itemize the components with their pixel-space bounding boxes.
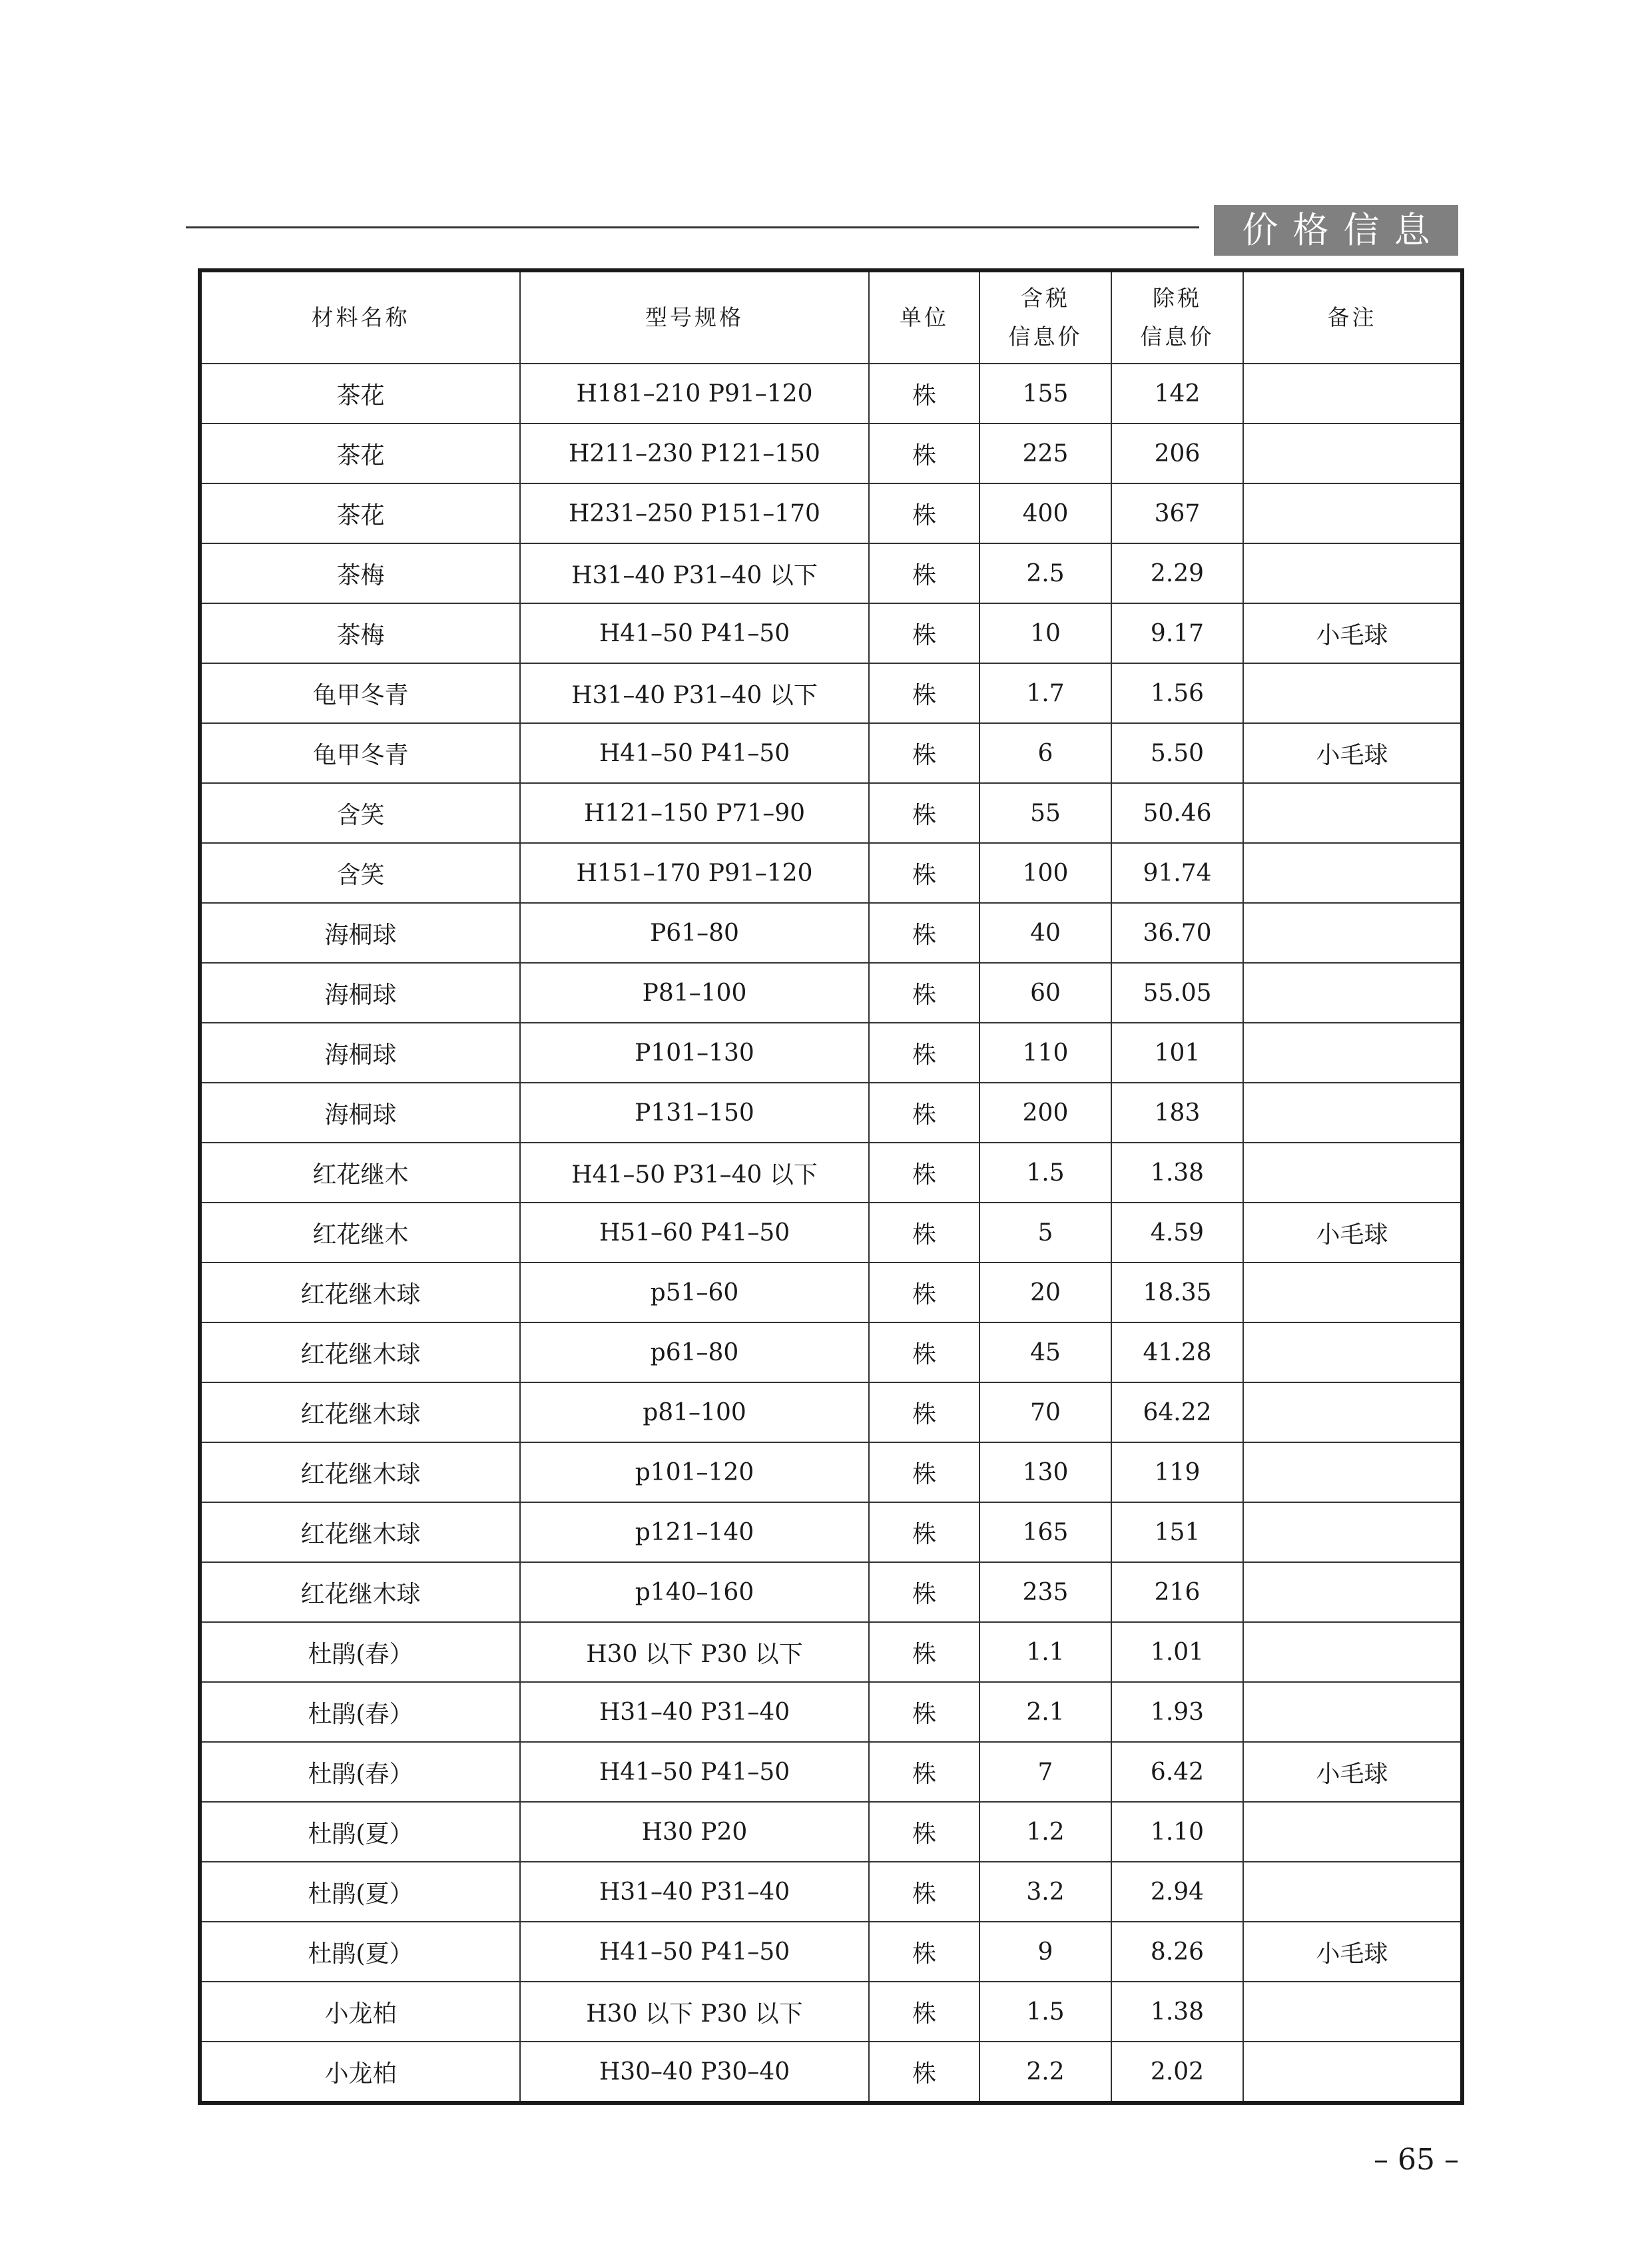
cell-unit: 株 xyxy=(869,1562,979,1622)
table-row xyxy=(200,1382,1462,1442)
cell-material-name: 小龙柏 xyxy=(200,2042,520,2103)
cell-spec: p81–100 xyxy=(520,1382,869,1442)
cell-spec: H181–210 P91–120 xyxy=(520,364,869,423)
cell-spec: p121–140 xyxy=(520,1502,869,1562)
cell-remark xyxy=(1243,1322,1462,1382)
cell-tax-excluded-price: 64.22 xyxy=(1111,1382,1243,1442)
cell-unit: 株 xyxy=(869,1263,979,1322)
table-row xyxy=(200,723,1462,783)
table-row xyxy=(200,543,1462,603)
cell-spec: p51–60 xyxy=(520,1263,869,1322)
cell-unit: 株 xyxy=(869,843,979,903)
table-row xyxy=(200,1143,1462,1203)
cell-remark: 小毛球 xyxy=(1243,1742,1462,1802)
cell-tax-excluded-price: 151 xyxy=(1111,1502,1243,1562)
cell-spec: p61–80 xyxy=(520,1322,869,1382)
table-row xyxy=(200,1263,1462,1322)
header-tax-included-price xyxy=(979,270,1111,364)
table-row xyxy=(200,603,1462,663)
cell-material-name: 红花继木球 xyxy=(200,1322,520,1382)
cell-spec: P101–130 xyxy=(520,1023,869,1083)
cell-tax-excluded-price: 1.38 xyxy=(1111,1143,1243,1203)
cell-tax-included-price: 1.5 xyxy=(979,1143,1111,1203)
cell-tax-excluded-price: 142 xyxy=(1111,364,1243,423)
cell-unit: 株 xyxy=(869,1023,979,1083)
cell-material-name: 茶花 xyxy=(200,483,520,543)
cell-unit: 株 xyxy=(869,783,979,843)
header-tax-excluded-line1: 除税 xyxy=(1153,285,1202,311)
cell-material-name: 杜鹃(春） xyxy=(200,1682,520,1742)
cell-remark xyxy=(1243,364,1462,423)
header-remark: 备注 xyxy=(1243,270,1462,364)
cell-spec: H30 以下 P30 以下 xyxy=(520,1982,869,2042)
cell-unit: 株 xyxy=(869,1502,979,1562)
cell-tax-excluded-price: 6.42 xyxy=(1111,1742,1243,1802)
table-row xyxy=(200,1622,1462,1682)
cell-tax-included-price: 40 xyxy=(979,903,1111,963)
cell-tax-excluded-price: 1.93 xyxy=(1111,1682,1243,1742)
cell-remark: 小毛球 xyxy=(1243,1203,1462,1263)
cell-spec: P61–80 xyxy=(520,903,869,963)
cell-spec: H31–40 P31–40 以下 xyxy=(520,663,869,723)
cell-spec: H31–40 P31–40 以下 xyxy=(520,543,869,603)
cell-tax-excluded-price: 41.28 xyxy=(1111,1322,1243,1382)
table-row xyxy=(200,1682,1462,1742)
table-row xyxy=(200,963,1462,1023)
cell-spec: p101–120 xyxy=(520,1442,869,1502)
table-row xyxy=(200,903,1462,963)
cell-tax-excluded-price: 2.02 xyxy=(1111,2042,1243,2103)
cell-tax-included-price: 5 xyxy=(979,1203,1111,1263)
cell-spec: H31–40 P31–40 xyxy=(520,1862,869,1922)
table-row xyxy=(200,1023,1462,1083)
page-number: – 65 – xyxy=(1374,2143,1459,2177)
cell-tax-included-price: 165 xyxy=(979,1502,1111,1562)
cell-unit: 株 xyxy=(869,2042,979,2103)
cell-unit: 株 xyxy=(869,543,979,603)
cell-material-name: 小龙柏 xyxy=(200,1982,520,2042)
cell-tax-included-price: 2.5 xyxy=(979,543,1111,603)
cell-material-name: 红花继木球 xyxy=(200,1382,520,1442)
cell-spec: H51–60 P41–50 xyxy=(520,1203,869,1263)
cell-remark xyxy=(1243,1982,1462,2042)
cell-material-name: 茶梅 xyxy=(200,603,520,663)
cell-tax-excluded-price: 206 xyxy=(1111,423,1243,483)
cell-unit: 株 xyxy=(869,603,979,663)
cell-tax-excluded-price: 1.38 xyxy=(1111,1982,1243,2042)
cell-material-name: 杜鹃(夏） xyxy=(200,1922,520,1982)
cell-spec: H41–50 P41–50 xyxy=(520,603,869,663)
cell-remark xyxy=(1243,663,1462,723)
cell-tax-included-price: 225 xyxy=(979,423,1111,483)
cell-material-name: 红花继木球 xyxy=(200,1502,520,1562)
cell-material-name: 龟甲冬青 xyxy=(200,723,520,783)
cell-tax-included-price: 7 xyxy=(979,1742,1111,1802)
cell-material-name: 红花继木 xyxy=(200,1203,520,1263)
cell-unit: 株 xyxy=(869,903,979,963)
cell-tax-excluded-price: 4.59 xyxy=(1111,1203,1243,1263)
cell-tax-included-price: 3.2 xyxy=(979,1862,1111,1922)
cell-tax-excluded-price: 216 xyxy=(1111,1562,1243,1622)
table-row xyxy=(200,483,1462,543)
table-row xyxy=(200,1862,1462,1922)
cell-unit: 株 xyxy=(869,1322,979,1382)
cell-tax-included-price: 100 xyxy=(979,843,1111,903)
cell-tax-included-price: 400 xyxy=(979,483,1111,543)
cell-spec: H151–170 P91–120 xyxy=(520,843,869,903)
cell-unit: 株 xyxy=(869,364,979,423)
cell-tax-excluded-price: 2.29 xyxy=(1111,543,1243,603)
cell-remark xyxy=(1243,843,1462,903)
header-unit: 单位 xyxy=(869,270,979,364)
cell-unit: 株 xyxy=(869,963,979,1023)
cell-tax-included-price: 20 xyxy=(979,1263,1111,1322)
cell-material-name: 海桐球 xyxy=(200,903,520,963)
table-row xyxy=(200,1982,1462,2042)
cell-material-name: 红花继木球 xyxy=(200,1263,520,1322)
cell-remark xyxy=(1243,1622,1462,1682)
table-row xyxy=(200,783,1462,843)
cell-spec: H30 P20 xyxy=(520,1802,869,1862)
cell-remark: 小毛球 xyxy=(1243,603,1462,663)
cell-remark xyxy=(1243,2042,1462,2103)
cell-remark xyxy=(1243,543,1462,603)
cell-tax-included-price: 130 xyxy=(979,1442,1111,1502)
table-row xyxy=(200,1442,1462,1502)
table-row xyxy=(200,1083,1462,1143)
cell-material-name: 茶花 xyxy=(200,364,520,423)
cell-unit: 株 xyxy=(869,1682,979,1742)
cell-remark xyxy=(1243,1263,1462,1322)
cell-tax-excluded-price: 55.05 xyxy=(1111,963,1243,1023)
cell-tax-included-price: 9 xyxy=(979,1922,1111,1982)
cell-unit: 株 xyxy=(869,1622,979,1682)
cell-material-name: 含笑 xyxy=(200,783,520,843)
cell-spec: H41–50 P41–50 xyxy=(520,723,869,783)
cell-material-name: 海桐球 xyxy=(200,963,520,1023)
cell-tax-included-price: 200 xyxy=(979,1083,1111,1143)
cell-unit: 株 xyxy=(869,1143,979,1203)
cell-unit: 株 xyxy=(869,423,979,483)
header-tax-included-line1: 含税 xyxy=(1021,285,1070,311)
cell-tax-included-price: 155 xyxy=(979,364,1111,423)
cell-tax-excluded-price: 50.46 xyxy=(1111,783,1243,843)
cell-material-name: 杜鹃(夏） xyxy=(200,1802,520,1862)
cell-remark xyxy=(1243,1802,1462,1862)
table-row xyxy=(200,843,1462,903)
cell-remark xyxy=(1243,1023,1462,1083)
cell-material-name: 茶梅 xyxy=(200,543,520,603)
cell-tax-excluded-price: 36.70 xyxy=(1111,903,1243,963)
cell-tax-excluded-price: 5.50 xyxy=(1111,723,1243,783)
cell-spec: H211–230 P121–150 xyxy=(520,423,869,483)
cell-unit: 株 xyxy=(869,1203,979,1263)
cell-tax-excluded-price: 8.26 xyxy=(1111,1922,1243,1982)
cell-unit: 株 xyxy=(869,1382,979,1442)
cell-material-name: 红花继木球 xyxy=(200,1442,520,1502)
table-body xyxy=(200,364,1462,2103)
cell-material-name: 含笑 xyxy=(200,843,520,903)
cell-unit: 株 xyxy=(869,723,979,783)
header-tax-included-line2: 信息价 xyxy=(1008,324,1083,350)
cell-material-name: 海桐球 xyxy=(200,1083,520,1143)
cell-tax-included-price: 1.5 xyxy=(979,1982,1111,2042)
cell-remark xyxy=(1243,1682,1462,1742)
cell-spec: H41–50 P41–50 xyxy=(520,1742,869,1802)
price-table xyxy=(198,268,1464,2105)
cell-remark xyxy=(1243,1143,1462,1203)
cell-tax-excluded-price: 183 xyxy=(1111,1083,1243,1143)
cell-remark xyxy=(1243,1442,1462,1502)
cell-remark: 小毛球 xyxy=(1243,1922,1462,1982)
table-row xyxy=(200,1502,1462,1562)
cell-tax-included-price: 60 xyxy=(979,963,1111,1023)
cell-material-name: 杜鹃(夏） xyxy=(200,1862,520,1922)
cell-spec: H41–50 P31–40 以下 xyxy=(520,1143,869,1203)
cell-spec: H231–250 P151–170 xyxy=(520,483,869,543)
table-row xyxy=(200,1742,1462,1802)
cell-unit: 株 xyxy=(869,1083,979,1143)
table-row xyxy=(200,1322,1462,1382)
cell-unit: 株 xyxy=(869,1742,979,1802)
cell-tax-included-price: 10 xyxy=(979,603,1111,663)
header-material-name: 材料名称 xyxy=(200,270,520,364)
cell-material-name: 杜鹃(春） xyxy=(200,1622,520,1682)
cell-tax-included-price: 2.1 xyxy=(979,1682,1111,1742)
cell-tax-excluded-price: 9.17 xyxy=(1111,603,1243,663)
cell-unit: 株 xyxy=(869,1862,979,1922)
cell-tax-excluded-price: 101 xyxy=(1111,1023,1243,1083)
cell-tax-excluded-price: 2.94 xyxy=(1111,1862,1243,1922)
cell-remark xyxy=(1243,423,1462,483)
cell-spec: H31–40 P31–40 xyxy=(520,1682,869,1742)
cell-unit: 株 xyxy=(869,1922,979,1982)
cell-tax-excluded-price: 91.74 xyxy=(1111,843,1243,903)
cell-spec: p140–160 xyxy=(520,1562,869,1622)
cell-spec: H41–50 P41–50 xyxy=(520,1922,869,1982)
table-row xyxy=(200,1802,1462,1862)
cell-tax-excluded-price: 1.10 xyxy=(1111,1802,1243,1862)
cell-tax-included-price: 1.2 xyxy=(979,1802,1111,1862)
cell-remark xyxy=(1243,903,1462,963)
cell-material-name: 茶花 xyxy=(200,423,520,483)
cell-tax-excluded-price: 119 xyxy=(1111,1442,1243,1502)
cell-unit: 株 xyxy=(869,1982,979,2042)
cell-material-name: 红花继木球 xyxy=(200,1562,520,1622)
header-tax-excluded-price xyxy=(1111,270,1243,364)
cell-spec: P81–100 xyxy=(520,963,869,1023)
table-row xyxy=(200,2042,1462,2103)
cell-unit: 株 xyxy=(869,1802,979,1862)
cell-tax-excluded-price: 18.35 xyxy=(1111,1263,1243,1322)
cell-material-name: 红花继木 xyxy=(200,1143,520,1203)
header-rule xyxy=(186,226,1199,228)
cell-remark xyxy=(1243,963,1462,1023)
cell-unit: 株 xyxy=(869,483,979,543)
cell-remark xyxy=(1243,1382,1462,1442)
cell-spec: H121–150 P71–90 xyxy=(520,783,869,843)
cell-tax-excluded-price: 367 xyxy=(1111,483,1243,543)
cell-tax-included-price: 55 xyxy=(979,783,1111,843)
cell-tax-included-price: 2.2 xyxy=(979,2042,1111,2103)
cell-tax-included-price: 45 xyxy=(979,1322,1111,1382)
table-row xyxy=(200,1562,1462,1622)
cell-tax-included-price: 6 xyxy=(979,723,1111,783)
cell-remark xyxy=(1243,1502,1462,1562)
cell-remark xyxy=(1243,483,1462,543)
table-row xyxy=(200,364,1462,423)
table-row xyxy=(200,1922,1462,1982)
cell-tax-included-price: 1.1 xyxy=(979,1622,1111,1682)
cell-tax-included-price: 1.7 xyxy=(979,663,1111,723)
cell-remark xyxy=(1243,1083,1462,1143)
header-tax-excluded-line2: 信息价 xyxy=(1140,324,1215,350)
cell-spec: H30 以下 P30 以下 xyxy=(520,1622,869,1682)
cell-remark: 小毛球 xyxy=(1243,723,1462,783)
cell-spec: P131–150 xyxy=(520,1083,869,1143)
cell-remark xyxy=(1243,1862,1462,1922)
table-row xyxy=(200,1203,1462,1263)
cell-tax-included-price: 110 xyxy=(979,1023,1111,1083)
cell-material-name: 杜鹃(春） xyxy=(200,1742,520,1802)
table-row xyxy=(200,663,1462,723)
table-header-row xyxy=(200,270,1462,364)
cell-unit: 株 xyxy=(869,663,979,723)
section-title: 价格信息 xyxy=(1214,205,1458,256)
cell-unit: 株 xyxy=(869,1442,979,1502)
cell-material-name: 龟甲冬青 xyxy=(200,663,520,723)
cell-remark xyxy=(1243,1562,1462,1622)
cell-material-name: 海桐球 xyxy=(200,1023,520,1083)
header-spec: 型号规格 xyxy=(520,270,869,364)
cell-remark xyxy=(1243,783,1462,843)
cell-tax-excluded-price: 1.01 xyxy=(1111,1622,1243,1682)
cell-tax-excluded-price: 1.56 xyxy=(1111,663,1243,723)
cell-spec: H30–40 P30–40 xyxy=(520,2042,869,2103)
cell-tax-included-price: 235 xyxy=(979,1562,1111,1622)
cell-tax-included-price: 70 xyxy=(979,1382,1111,1442)
table-row xyxy=(200,423,1462,483)
